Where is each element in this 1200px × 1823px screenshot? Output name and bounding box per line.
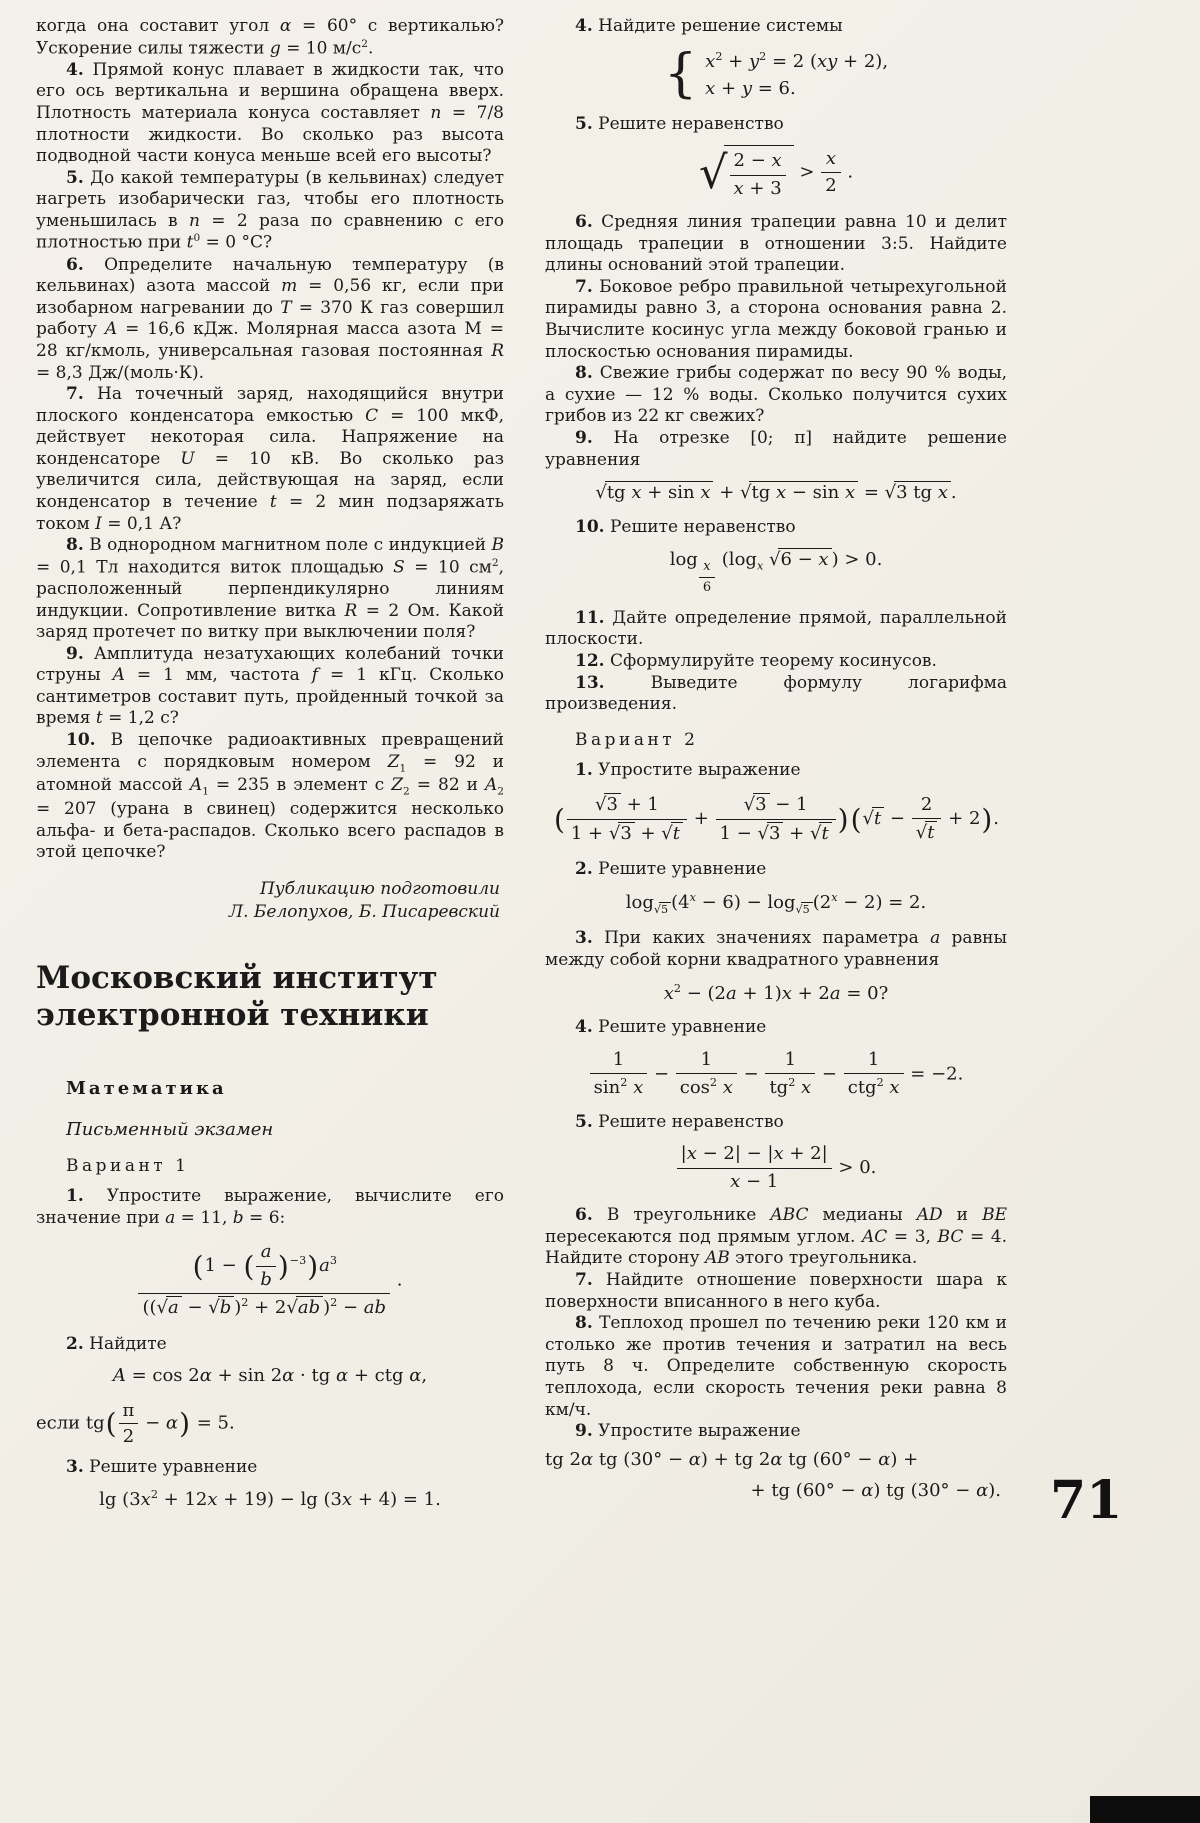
physics-problem-8: 8. В однородном магнитном поле с индукцией B = 0,1 Тл находится виток площадью S = 10 $см^2$, расположенный перпендикулярно линиям индукции. Сопротивление витка R = 2 Ом. Какой заряд протечет по витку при выключении поля? [36,535,504,643]
formula-variant2-problem-5: $\frac{|x - 2| - |x + 2|}{x - 1}$ > 0. [545,1143,1007,1193]
subject-heading: Математика [66,1078,227,1100]
formula-inequality-problem-10: log $_{\frac{x}{6}}$ ($\log_x$ √6 − x ) > 0. [669,549,883,595]
variant2-problem-2: 2. Решите уравнение [575,859,767,880]
math-problem-1: 1. Упростите выражение, вычислите его значение при a = 11, b = 6: [36,1186,504,1228]
physics-problem-4: 4. Прямой конус плавает в жидкости так, что его ось вертикальна и вершина обращена вверх. Плотность материала конуса составляет n = 7/8 плотности жидкости. Во сколько раз высота подводной части конуса меньше всей его высоты? [36,59,504,167]
math-problem-5: 5. Решите неравенство [575,113,784,134]
corner-print-mark [1090,1796,1200,1823]
formula-variant2-problem-9-line2: + tg (60° − α) tg (30° − α). [750,1479,1001,1501]
math-problem-13: 13. Выведите формулу логарифма произведения. [545,672,1007,715]
math-problem-6: 6. Средняя линия трапеции равна 10 и делит площадь трапеции в отношении 3:5. Найдите длины оснований этой трапеции. [545,212,1007,276]
math-problem-3: 3. Решите уравнение [66,1456,258,1477]
page-number: 71 [1050,1470,1123,1531]
formula-variant2-problem-3: $x^2 - (2a + 1)x + 2a = 0$? [663,981,889,1004]
variant2-problem-8: 8. Теплоход прошел по течению реки 120 км и столько же против течения и затратил на весь путь 8 ч. Определите собственную скорость теплохода, если скорость течения реки равна 8 км/ч. [545,1313,1007,1420]
credits-line-2: Л. Белопухов, Б. Писаревский [228,901,500,922]
math-problem-12: 12. Сформулируйте теорему косинусов. [575,651,937,672]
formula-math-problem-1: (1 − ( $\frac{a}{b}$ )$^{-3})a^3$ ((√a − √b )$^2$ + 2√ab )$^2$ − ab . [36,1241,504,1320]
variant-1-label: Вариант 1 [66,1156,190,1177]
institute-heading: Московский институт электронной техники [36,959,438,1033]
physics-problem-7: 7. На точечный заряд, находящийся внутри плоского конденсатора емкостью C = 100 мкФ, действует некоторая сила. Напряжение на конденсаторе U = 10 кВ. Во сколько раз увеличится сила, действующая на заряд, если конденсатор в течение t = 2 мин подзаряжать током I = 0,1 А? [36,384,504,534]
physics-problem-10: 10. В цепочке радиоактивных превращений элемента с порядковым номером $Z_1 = 92$ и атомной массой $A_1 = 235$ в элемент с $Z_2 = 82$ и $A_2 = 207$ (урана в свинец) содержится несколько альфа- и бета-распадов. Сколько всего распадов в этой цепочке? [36,730,505,863]
formula-variant2-problem-1: ( $\frac{√3 + 1}{1 + √3 + √t}$ + $\frac{√3 - 1}{1 - √3 + √t}$ )(√t − $\frac{2}{√t}$ + 2). [553,793,1000,844]
variant2-problem-9: 9. Упростите выражение [575,1421,801,1442]
math-problem-9: 9. На отрезке [0; π] найдите решение уравнения [545,427,1007,470]
credits [36,878,504,924]
right-column [545,16,1007,1513]
math-problem-7: 7. Боковое ребро правильной четырехугольной пирамиды равно 3, а сторона основания равна 2. Вычислите косинус угла между боковой гранью и плоскостью основания пирамиды. [545,276,1007,362]
physics-problem-6: 6. Определите начальную температуру (в кельвинах) азота массой m = 0,56 кг, если при изобарном нагревании до T = 370 К газ совершил работу A = 16,6 кДж. Молярная масса азота М = 28 кг/кмоль, универсальная газовая постоянная R = 8,3 Дж/(моль·К). [36,254,504,383]
math-problem-4: 4. Найдите решение системы [575,16,843,36]
variant2-problem-5: 5. Решите неравенство [575,1111,784,1132]
formula-variant2-problem-4: $\frac{1}{\sin^2 x}$ − $\frac{1}{\cos^2 x}$ − $\frac{1}{tg^2 x}$ − 1 ctg$^2$ x = −2. [545,1049,1007,1100]
formula-variant2-problem-2: $\log_{√5} (4^x - 6) - \log_{√5} (2^x - 2) = 2$. [625,890,927,916]
variant2-problem-7: 7. Найдите отношение поверхности шара к поверхности вписанного в него куба. [545,1270,1007,1312]
physics-problem-5: 5. До какой температуры (в кельвинах) следует нагреть изобарически газ, чтобы его плотность уменьшилась в n = 2 раза по сравнению с его плотностью при $t^0 = 0$ °С? [36,167,504,254]
variant2-problem-3: 3. При каких значениях параметра a равны между собой корни квадратного уравнения [545,928,1008,971]
variant2-problem-1: 1. Упростите выражение [575,759,801,780]
left-column [36,16,504,1524]
math-problem-10: 10. Решите неравенство [575,516,796,537]
formula-inequality-problem-5: √ $\frac{2 - x}{x + 3}$ > $\frac{x}{2}$ . [698,146,854,200]
math-problem-8: 8. Свежие грибы содержат по весу 90 % воды, а сухие — 12 % воды. Сколько получится сухих грибов из 22 кг свежих? [545,363,1007,427]
formula-math-problem-2: A = cos 2α + sin 2α · tg α + ctg α, [112,1365,428,1387]
formula-math-problem-2-condition: если tg( $\frac{\pi}{2}$ − α) = 5. [36,1399,235,1447]
variant2-problem-6: 6. В треугольнике ABC медианы AD и BE пересекаются под прямым углом. AC = 3, BC = 4. Найдите сторону AB этого треугольника. [545,1205,1007,1269]
physics-problem-9: 9. Амплитуда незатухающих колебаний точки струны A = 1 мм, частота f = 1 кГц. Сколько сантиметров составит путь, пройденный точкой за время t = 1,2 с? [36,643,504,729]
continued-paragraph: когда она составит угол α = 60° с вертикалью? Ускорение силы тяжести g = 10 $м/с^2$. [36,16,504,59]
formula-system-problem-4: { $x^2 + y^2 = 2$ (xy + 2), x + y = 6. [663,43,889,104]
math-problem-11: 11. Дайте определение прямой, параллельной плоскости. [545,607,1007,650]
variant2-problem-4: 4. Решите уравнение [575,1017,767,1038]
formula-math-problem-3: $\lg (3x^2 + 12x + 19) - \lg (3x + 4) = 1$. [99,1488,441,1511]
formula-equation-problem-9: √tg x + sin x + √tg x − sin x = √3 tg x . [595,482,957,504]
credits-line-1: Публикацию подготовили [259,878,500,899]
formula-variant2-problem-9-line1: tg 2α tg (30° − α) + tg 2α tg (60° − α) + [545,1448,919,1470]
math-problem-2: 2. Найдите [66,1333,167,1354]
exam-type-label: Письменный экзамен [66,1119,274,1141]
variant-2-label: Вариант 2 [575,729,699,750]
